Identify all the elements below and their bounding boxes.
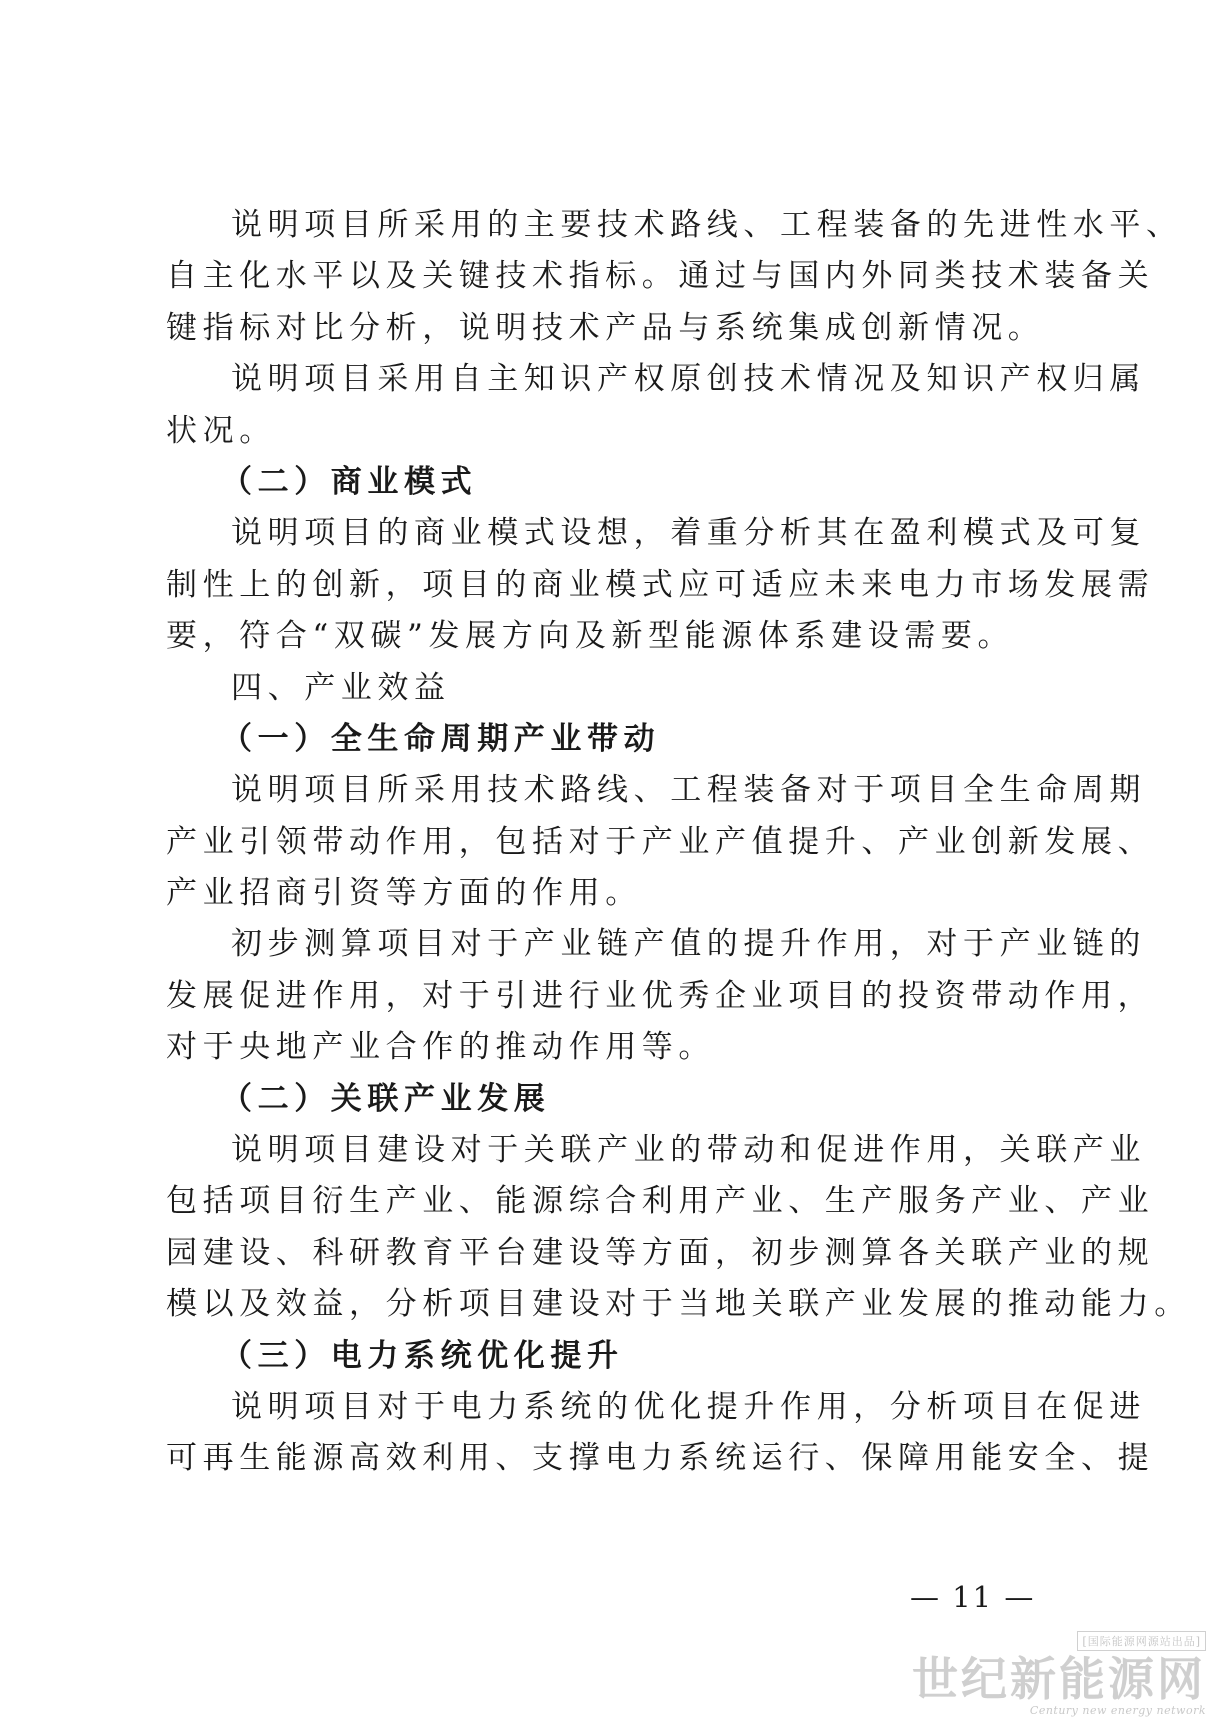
paragraph-line: 园建设、科研教育平台建设等方面，初步测算各关联产业的规 xyxy=(166,1234,1155,1271)
paragraph-line: 包括项目衍生产业、能源综合利用产业、生产服务产业、产业 xyxy=(166,1183,1155,1220)
paragraph-line: 发展促进作用，对于引进行业优秀企业项目的投资带动作用， xyxy=(166,977,1155,1014)
document-body xyxy=(166,200,1191,1485)
section-heading-lifecycle: （一）全生命周期产业带动 xyxy=(221,720,661,757)
watermark-subtitle: Century new energy network xyxy=(1029,1704,1206,1717)
paragraph-line: 可再生能源高效利用、支撑电力系统运行、保障用能安全、提 xyxy=(166,1440,1155,1477)
section-heading-business-model: （二）商业模式 xyxy=(221,463,478,500)
paragraph-line: 说明项目所采用技术路线、工程装备对于项目全生命周期 xyxy=(231,772,1146,809)
paragraph-line: 要，符合“双碳”发展方向及新型能源体系建设需要。 xyxy=(166,618,1015,655)
paragraph-line: 说明项目对于电力系统的优化提升作用，分析项目在促进 xyxy=(231,1388,1146,1425)
paragraph-line: 说明项目建设对于关联产业的带动和促进作用，关联产业 xyxy=(231,1132,1146,1169)
chapter-heading-industry-benefits: 四、产业效益 xyxy=(231,669,451,706)
section-heading-power-system: （三）电力系统优化提升 xyxy=(221,1337,624,1374)
paragraph-line: 键指标对比分析，说明技术产品与系统集成创新情况。 xyxy=(166,309,1045,346)
paragraph-line: 产业引领带动作用，包括对于产业产值提升、产业创新发展、 xyxy=(166,823,1155,860)
watermark-tagline: [国际能源网源站出品] xyxy=(1077,1631,1206,1651)
paragraph-line: 说明项目所采用的主要技术路线、工程装备的先进性水平、 xyxy=(231,207,1183,243)
paragraph-line: 对于央地产业合作的推动作用等。 xyxy=(166,1029,715,1066)
paragraph-line: 状况。 xyxy=(166,412,276,449)
paragraph-line: 说明项目的商业模式设想，着重分析其在盈利模式及可复 xyxy=(231,515,1146,552)
paragraph-line: 说明项目采用自主知识产权原创技术情况及知识产权归属 xyxy=(231,361,1146,398)
watermark-title: 世纪新能源网 xyxy=(912,1652,1206,1706)
paragraph-line: 自主化水平以及关键技术指标。通过与国内外同类技术装备关 xyxy=(166,258,1155,295)
paragraph-line: 模以及效益，分析项目建设对于当地关联产业发展的推动能力。 xyxy=(166,1286,1191,1323)
page-number: — 11 — xyxy=(910,1580,1036,1614)
paragraph-line: 初步测算项目对于产业链产值的提升作用，对于产业链的 xyxy=(231,926,1146,963)
paragraph-line: 产业招商引资等方面的作用。 xyxy=(166,875,642,912)
paragraph-line: 制性上的创新，项目的商业模式应可适应未来电力市场发展需 xyxy=(166,566,1155,603)
section-heading-related-industry: （二）关联产业发展 xyxy=(221,1080,551,1117)
watermark-logo xyxy=(912,1630,1206,1717)
